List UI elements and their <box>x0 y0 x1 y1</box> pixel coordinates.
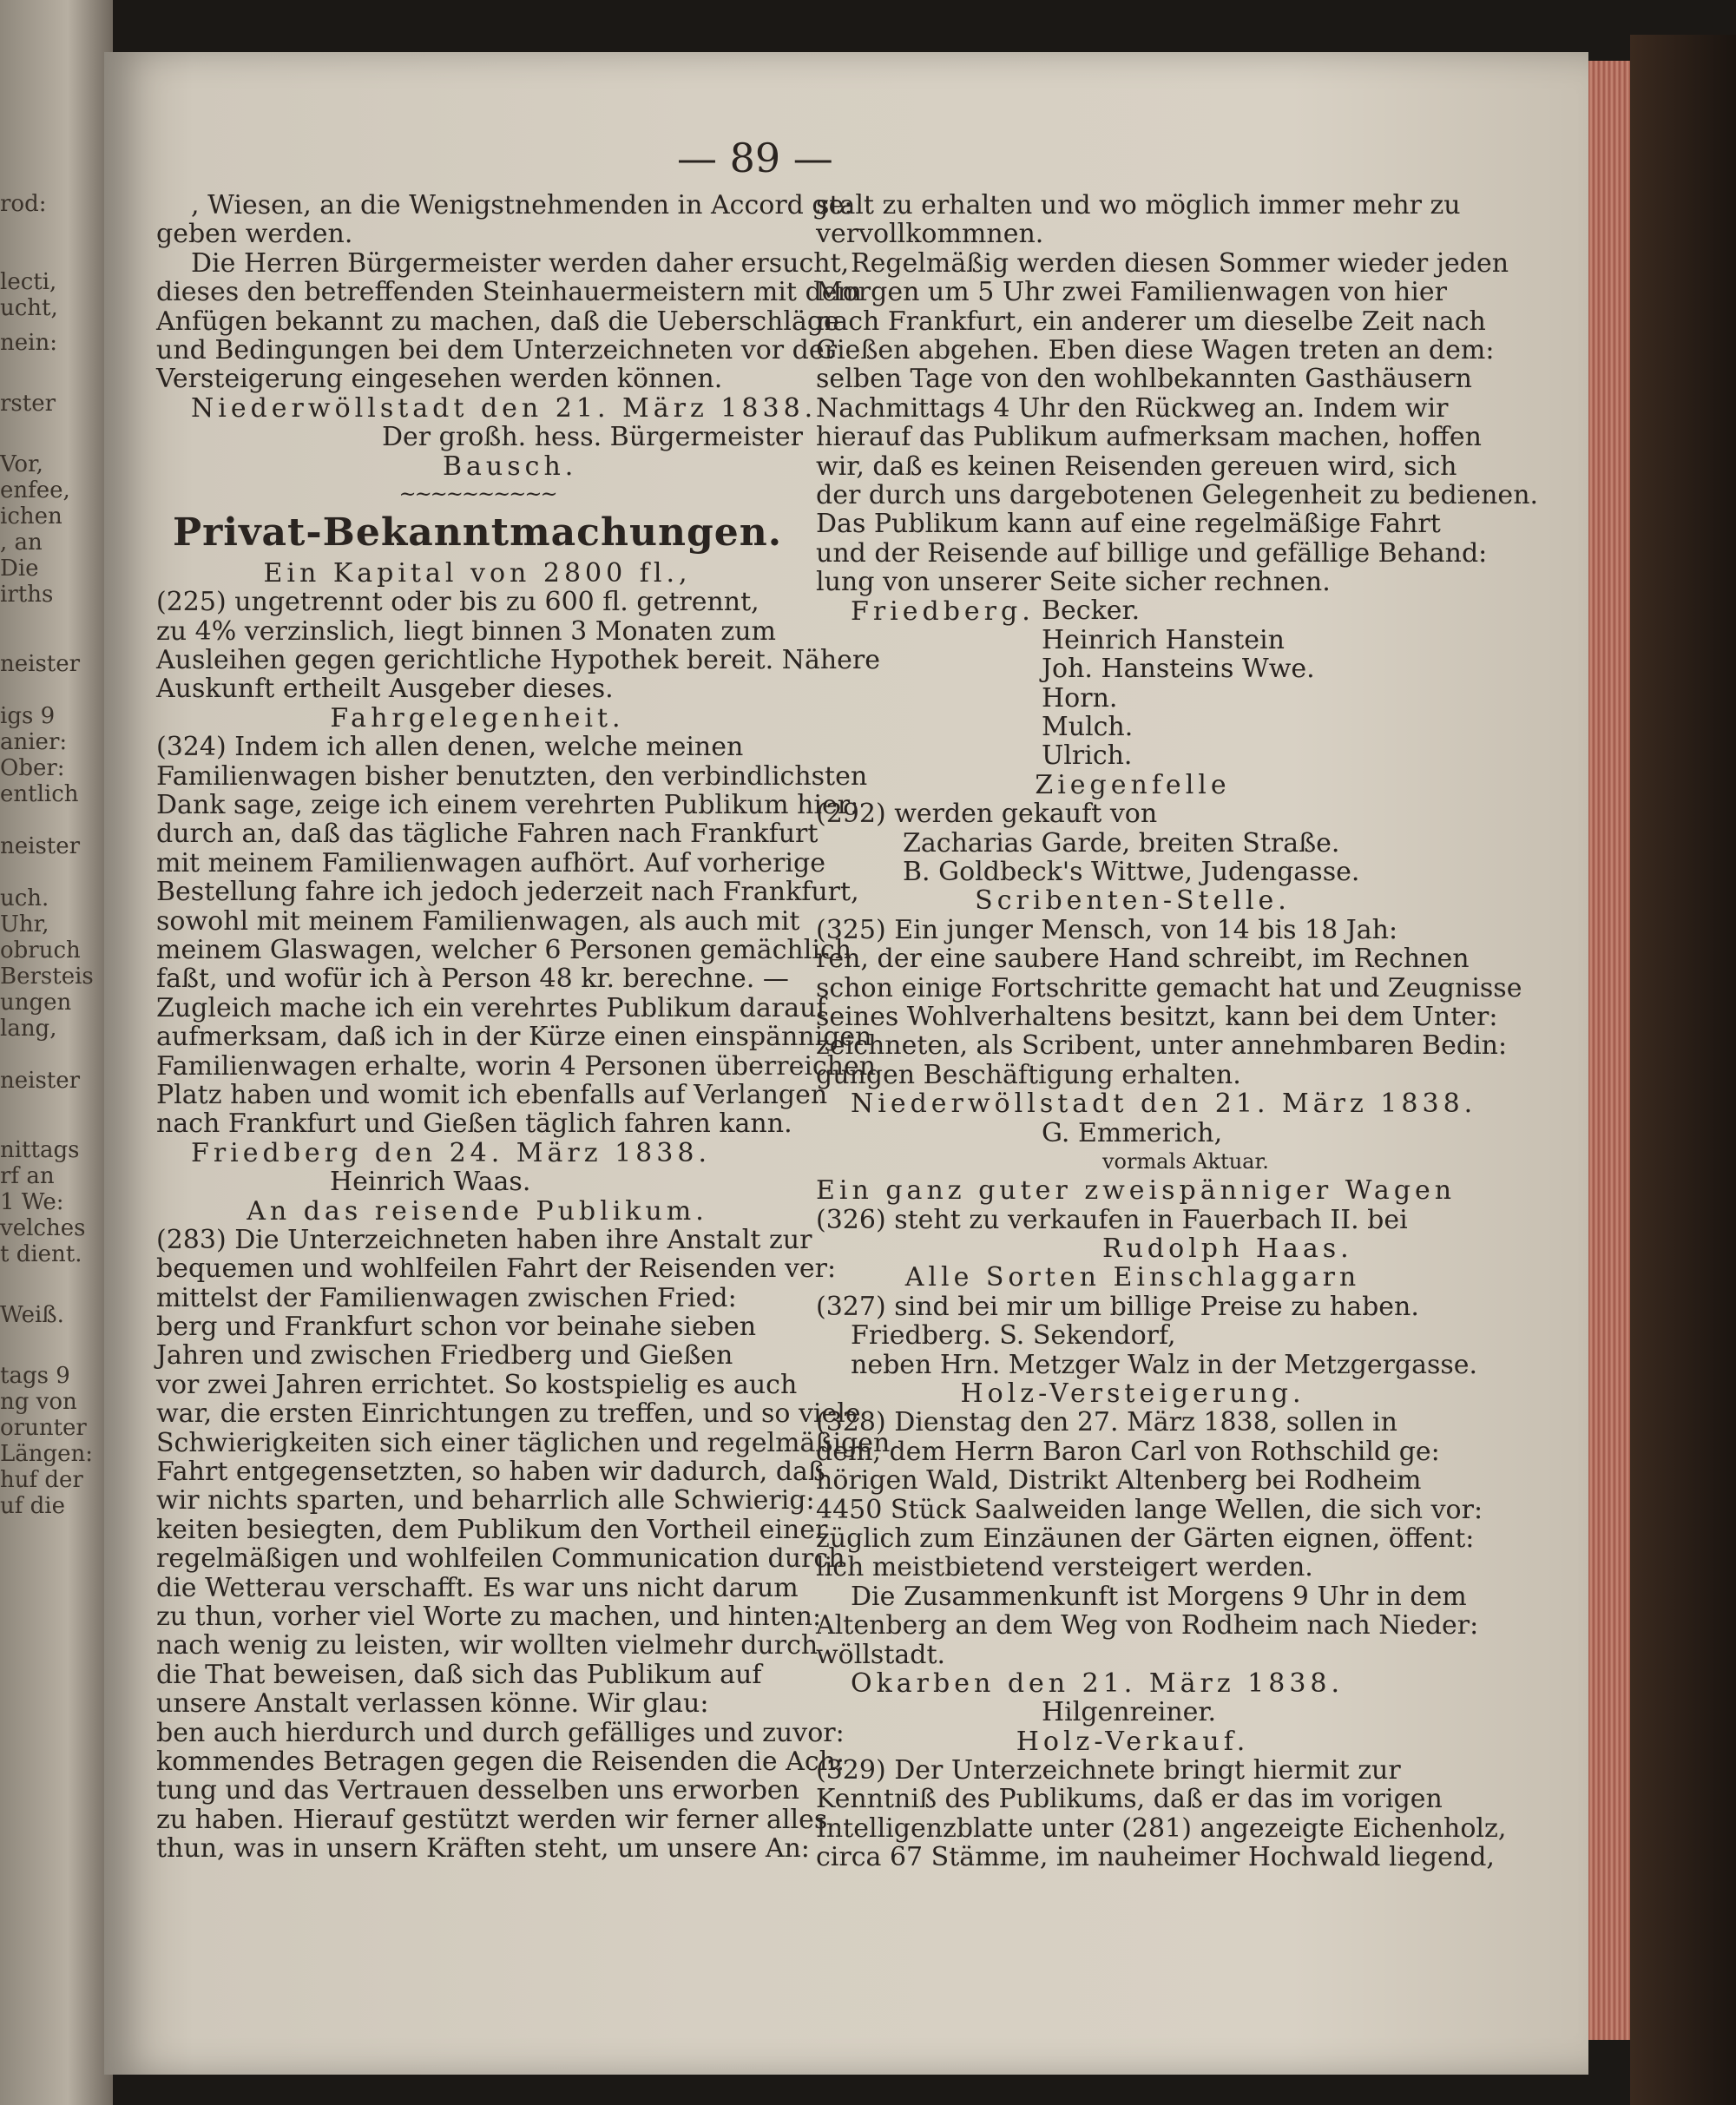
margin-fragment: uf die <box>0 1493 65 1519</box>
text-line: Familienwagen erhalte, worin 4 Personen überreichen <box>156 1050 877 1082</box>
text-line: und Bedingungen bei dem Unterzeichneten vor der <box>156 334 837 365</box>
page-number: — 89 — <box>677 135 833 181</box>
text-line: Altenberg an dem Weg von Rodheim nach Nieder: <box>816 1610 1479 1641</box>
signature-title: Der großh. hess. Bürgermeister <box>382 422 804 453</box>
text-line: Niederwöllstadt den 21. März 1838. <box>851 1089 1477 1120</box>
margin-fragment: irths <box>0 582 54 608</box>
margin-fragment: ucht, <box>0 295 58 321</box>
margin-fragment: neister <box>0 651 81 677</box>
text-line: Gießen abgehen. Eben diese Wagen treten an dem: <box>816 334 1495 365</box>
text-line: mit meinem Familienwagen aufhört. Auf vorherige <box>156 847 825 878</box>
margin-fragment: t dient. <box>0 1241 82 1267</box>
margin-fragment: lecti, <box>0 269 57 295</box>
margin-fragment: nein: <box>0 330 57 356</box>
text-line: Friedberg den 24. März 1838. <box>191 1137 711 1168</box>
text-line: dieses den betreffenden Steinhauermeistern mit dem <box>156 277 862 308</box>
ad-heading: Ein Kapital von 2800 fl., <box>263 557 692 589</box>
margin-fragment: 1 We: <box>0 1189 64 1215</box>
margin-fragment: uch. <box>0 885 49 911</box>
margin-fragment: ichen <box>0 503 62 530</box>
ad-heading: Scribenten-Stelle. <box>975 885 1291 917</box>
ad-heading: Fahrgelegenheit. <box>330 702 625 733</box>
text-line: vervollkommnen. <box>816 219 1044 250</box>
text-line: berg und Frankfurt schon vor beinahe sieben <box>156 1312 757 1343</box>
text-line: neben Hrn. Metzger Walz in der Metzgergasse. <box>851 1349 1478 1380</box>
text-line: zeichneten, als Scribent, unter annehmbaren Bedin: <box>816 1030 1508 1062</box>
signature-name: Mulch. <box>1042 712 1134 743</box>
text-line: Die Zusammenkunft ist Morgens 9 Uhr in dem <box>851 1581 1467 1612</box>
text-line: Okarben den 21. März 1838. <box>851 1668 1345 1699</box>
margin-fragment: neister <box>0 833 81 859</box>
text-line: Intelligenzblatte unter (281) angezeigte Eichenholz, <box>816 1812 1507 1844</box>
text-line: kommendes Betragen gegen die Reisenden die Ach: <box>156 1746 845 1777</box>
text-line: Kenntniß des Publikums, daß er das im vorigen <box>816 1784 1443 1815</box>
text-line: wir, daß es keinen Reisenden gereuen wird, sich <box>816 451 1457 482</box>
signature-name: Ulrich. <box>1042 740 1133 772</box>
margin-fragment: velches <box>0 1215 86 1241</box>
section-heading: Privat-Bekanntmachungen. <box>172 510 783 555</box>
text-line: nach Frankfurt und Gießen täglich fahren kann. <box>156 1108 792 1140</box>
ad-heading: Holz-Versteigerung. <box>960 1378 1305 1410</box>
signature-name: Heinrich Hanstein <box>1042 624 1285 655</box>
text-line: ben auch hierdurch und durch gefälliges und zuvor: <box>156 1717 845 1748</box>
text-line: Familienwagen bisher benutzten, den verbindlichsten <box>156 760 868 792</box>
text-line: meinem Glaswagen, welcher 6 Personen gemächlich <box>156 934 852 965</box>
text-line: (326) steht zu verkaufen in Fauerbach II. bei <box>816 1204 1408 1235</box>
margin-fragment: Weiß. <box>0 1302 64 1328</box>
text-line: aufmerksam, daß ich in der Kürze einen einspännigen <box>156 1022 872 1053</box>
text-line: Platz haben und womit ich ebenfalls auf Verlangen <box>156 1079 828 1110</box>
text-line: (324) Indem ich allen denen, welche meinen <box>156 732 744 763</box>
text-line: B. Goldbeck's Wittwe, Judengasse. <box>903 856 1360 887</box>
text-line: hierauf das Publikum aufmerksam machen, hoffen <box>816 422 1482 453</box>
signature-name: Heinrich Waas. <box>330 1167 531 1198</box>
text-line: hörigen Wald, Distrikt Altenberg bei Rodheim <box>816 1465 1422 1497</box>
text-line: Bestellung fahre ich jedoch jederzeit nach Frankfurt, <box>156 877 859 908</box>
text-line: circa 67 Stämme, im nauheimer Hochwald liegend, <box>816 1842 1495 1873</box>
text-line: Morgen um 5 Uhr zwei Familienwagen von hier <box>816 277 1447 308</box>
ad-heading: Ziegenfelle <box>1035 769 1231 800</box>
text-line: war, die ersten Einrichtungen zu treffen, und so viele <box>156 1398 861 1430</box>
margin-fragment: igs 9 <box>0 703 56 729</box>
text-line: nach wenig zu leisten, wir wollten vielmehr durch <box>156 1630 819 1661</box>
place-name: Friedberg. <box>851 595 1035 627</box>
text-line: Schwierigkeiten sich einer täglichen und regelmäßigen <box>156 1427 891 1458</box>
signature-name: Horn. <box>1042 682 1118 714</box>
margin-fragment: Die <box>0 556 39 582</box>
signature-name: Becker. <box>1042 595 1141 627</box>
text-line: Versteigerung eingesehen werden können. <box>156 364 723 395</box>
text-line: seines Wohlverhaltens besitzt, kann bei dem Unter: <box>816 1001 1498 1032</box>
ad-heading: Holz-Verkauf. <box>1016 1726 1250 1757</box>
text-line: (327) sind bei mir um billige Preise zu haben. <box>816 1291 1419 1322</box>
text-line: sowohl mit meinem Familienwagen, als auch mit <box>156 905 800 937</box>
signature-name: Rudolph Haas. <box>1102 1233 1353 1265</box>
text-line: wir nichts sparten, und beharrlich alle Schwierig: <box>156 1485 815 1516</box>
text-line: dem, dem Herrn Baron Carl von Rothschild ge: <box>816 1436 1440 1467</box>
text-line: 4450 Stück Saalweiden lange Wellen, die sich vor: <box>816 1494 1483 1525</box>
text-line: Auskunft ertheilt Ausgeber dieses. <box>156 674 614 705</box>
text-line: selben Tage von den wohlbekannten Gasthäusern <box>816 364 1472 395</box>
text-line: der durch uns dargebotenen Gelegenheit zu bedienen. <box>816 479 1539 510</box>
text-line: Zugleich mache ich ein verehrtes Publikum darauf <box>156 992 826 1023</box>
signature-name: Bausch. <box>443 451 578 482</box>
text-line: tung und das Vertrauen desselben uns erworben <box>156 1775 800 1806</box>
margin-fragment: entlich <box>0 781 79 807</box>
margin-fragment: , an <box>0 530 43 556</box>
text-line: Regelmäßig werden diesen Sommer wieder jeden <box>851 247 1509 279</box>
text-line: Zacharias Garde, breiten Straße. <box>903 827 1340 858</box>
ad-heading: Alle Sorten Einschlaggarn <box>904 1262 1361 1293</box>
book-cover <box>1630 35 1736 2105</box>
ornament-divider: ~~~~~~~~~~ <box>398 481 556 506</box>
text-line: keiten besiegten, dem Publikum den Vortheil einer <box>156 1514 828 1545</box>
text-line: (325) Ein junger Mensch, von 14 bis 18 Jah: <box>816 914 1398 945</box>
text-line: lung von unserer Seite sicher rechnen. <box>816 567 1331 598</box>
margin-fragment: huf der <box>0 1467 83 1493</box>
margin-fragment: ungen <box>0 990 72 1016</box>
text-line: stalt zu erhalten und wo möglich immer mehr zu <box>816 190 1461 220</box>
margin-fragment: orunter <box>0 1415 87 1441</box>
margin-fragment: tags 9 <box>0 1363 70 1389</box>
text-line: unsere Anstalt verlassen könne. Wir glau: <box>156 1688 709 1720</box>
text-line: Nachmittags 4 Uhr den Rückweg an. Indem wir <box>816 392 1449 424</box>
margin-fragment: nittags <box>0 1137 80 1163</box>
text-line: durch an, daß das tägliche Fahren nach Frankfurt <box>156 819 819 850</box>
signature-name: Joh. Hansteins Wwe. <box>1042 654 1315 685</box>
ad-heading: An das reisende Publikum. <box>247 1195 708 1227</box>
margin-fragment: rod: <box>0 191 47 217</box>
margin-fragment: enfee, <box>0 477 70 503</box>
text-line: Die Herren Bürgermeister werden daher ersucht, <box>191 247 850 279</box>
text-line: schon einige Fortschritte gemacht hat und Zeugnisse <box>816 972 1522 1003</box>
text-line: zu haben. Hierauf gestützt werden wir ferner alles <box>156 1804 828 1835</box>
text-line: (283) Die Unterzeichneten haben ihre Anstalt zur <box>156 1224 812 1255</box>
text-line: (328) Dienstag den 27. März 1838, sollen in <box>816 1407 1397 1438</box>
text-line: vor zwei Jahren errichtet. So kostspielig es auch <box>156 1369 798 1400</box>
text-line: geben werden. <box>156 219 353 250</box>
text-line: faßt, und wofür ich à Person 48 kr. berechne. — <box>156 964 789 995</box>
ad-heading: Ein ganz guter zweispänniger Wagen <box>816 1175 1457 1207</box>
margin-fragment: Ober: <box>0 755 65 781</box>
margin-fragment: rster <box>0 391 56 417</box>
signature-name: Hilgenreiner. <box>1042 1697 1216 1728</box>
text-line: bequemen und wohlfeilen Fahrt der Reisenden ver: <box>156 1253 837 1285</box>
margin-fragment: Vor, <box>0 451 43 477</box>
text-line: Anfügen bekannt zu machen, daß die Ueberschläge <box>156 306 839 337</box>
page-edges <box>1588 61 1630 2040</box>
text-line: (329) Der Unterzeichnete bringt hiermit zur <box>816 1755 1401 1786</box>
text-line: die That beweisen, daß sich das Publikum auf <box>156 1659 762 1690</box>
text-line: und der Reisende auf billige und gefällige Behand: <box>816 537 1488 569</box>
text-line: zu 4% verzinslich, liegt binnen 3 Monaten zum <box>156 615 776 647</box>
text-line: lich meistbietend versteigert werden. <box>816 1552 1313 1583</box>
text-line: (225) ungetrennt oder bis zu 600 fl. getrennt, <box>156 587 760 618</box>
text-line: thun, was in unsern Kräften steht, um unsere An: <box>156 1833 810 1865</box>
signature-title: vormals Aktuar. <box>1102 1148 1269 1174</box>
text-line: Niederwöllstadt den 21. März 1838. <box>191 392 818 424</box>
margin-fragment: lang, <box>0 1016 57 1042</box>
text-line: Das Publikum kann auf eine regelmäßige Fahrt <box>816 509 1441 540</box>
margin-fragment: ng von <box>0 1389 77 1415</box>
text-line: züglich zum Einzäunen der Gärten eignen, öffent: <box>816 1523 1475 1554</box>
margin-fragment: anier: <box>0 729 68 755</box>
text-line: mittelst der Familienwagen zwischen Fried: <box>156 1282 737 1313</box>
text-line: ren, der eine saubere Hand schreibt, im Rechnen <box>816 944 1470 975</box>
margin-fragment: Längen: <box>0 1441 94 1467</box>
text-line: die Wetterau verschafft. Es war uns nicht darum <box>156 1572 799 1603</box>
text-line: nach Frankfurt, ein anderer um dieselbe Zeit nach <box>816 306 1486 337</box>
text-line: Ausleihen gegen gerichtliche Hypothek bereit. Nähere <box>156 645 881 676</box>
text-line: Dank sage, zeige ich einem verehrten Publikum hier: <box>156 790 859 821</box>
text-line: regelmäßigen und wohlfeilen Communication durch <box>156 1543 845 1575</box>
text-line: Fahrt entgegensetzten, so haben wir dadurch, daß <box>156 1457 825 1488</box>
text-line: gungen Beschäftigung erhalten. <box>816 1059 1241 1090</box>
margin-fragment: Bersteis <box>0 964 94 990</box>
signature-name: G. Emmerich, <box>1042 1117 1223 1148</box>
margin-fragment: neister <box>0 1068 81 1094</box>
margin-fragment: Uhr, <box>0 911 49 937</box>
text-line: (292) werden gekauft von <box>816 799 1158 830</box>
text-line: wöllstadt. <box>816 1639 946 1670</box>
left-column <box>156 190 891 1865</box>
right-column <box>816 190 1539 1873</box>
margin-fragment: rf an <box>0 1163 55 1189</box>
text-line: Friedberg. S. Sekendorf, <box>851 1320 1176 1352</box>
margin-fragment: obruch <box>0 937 81 964</box>
text-line: zu thun, vorher viel Worte zu machen, und hinten: <box>156 1601 822 1632</box>
text-line: Jahren und zwischen Friedberg und Gießen <box>156 1340 733 1372</box>
text-line: , Wiesen, an die Wenigstnehmenden in Accord ge: <box>191 190 853 220</box>
